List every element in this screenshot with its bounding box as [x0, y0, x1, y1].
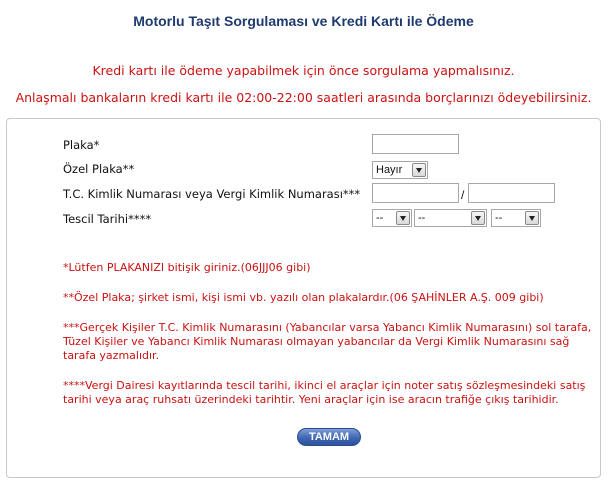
- tescil-day-select[interactable]: [372, 209, 412, 227]
- vergi-kimlik-input[interactable]: [468, 183, 555, 203]
- ozel-plaka-label: Özel Plaka**: [63, 162, 135, 176]
- chevron-down-icon[interactable]: [396, 211, 410, 225]
- chevron-down-icon[interactable]: [471, 211, 485, 225]
- plaka-input[interactable]: [372, 134, 459, 154]
- tescil-day-value: --: [376, 212, 384, 224]
- kimlik-separator: /: [461, 188, 465, 202]
- help-kimlik: ***Gerçek Kişiler T.C. Kimlik Numarasını (Yabancılar varsa Yabancı Kimlik Numarasını) sol tarafa, Tüzel Kişiler ve Yabancı Kimlik Numarası olmayan yabancılar da Vergi Kimlik Numarasını sağ tarafa yazmalıdır.: [63, 321, 592, 362]
- chevron-down-icon[interactable]: [525, 211, 539, 225]
- help-plaka: *Lütfen PLAKANIZI bitişik giriniz.(06JJJ06 gibi): [63, 261, 311, 274]
- tc-kimlik-input[interactable]: [372, 183, 459, 203]
- query-form-panel: [6, 118, 601, 478]
- tescil-year-value: --: [495, 212, 503, 224]
- ozel-plaka-selected-value: Hayır: [376, 164, 403, 176]
- notice-payment-requirement: Kredi kartı ile ödeme yapabilmek için önce sorgulama yapmalısınız.: [92, 63, 515, 78]
- page-title: Motorlu Taşıt Sorgulaması ve Kredi Kartı ile Ödeme: [133, 13, 474, 29]
- tescil-label: Tescil Tarihi****: [63, 212, 152, 226]
- help-tescil: ****Vergi Dairesi kayıtlarında tescil tarihi, ikinci el araçlar için noter satış sözleşmesindeki satış tarihi veya araç ruhsatı üzerindeki tarihtir. Yeni araçlar için ise aracın trafiğe çıkış tarihidir.: [63, 379, 586, 406]
- chevron-down-icon[interactable]: [412, 163, 426, 177]
- tamam-button[interactable]: TAMAM: [297, 428, 361, 446]
- help-ozel-plaka: **Özel Plaka; şirket ismi, kişi ismi vb. yazılı olan plakalardır.(06 ŞAHİNLER A.Ş. 009 gibi): [63, 291, 544, 304]
- tescil-year-select[interactable]: [491, 209, 541, 227]
- ozel-plaka-select[interactable]: [372, 161, 428, 179]
- tescil-month-select[interactable]: [414, 209, 487, 227]
- kimlik-label: T.C. Kimlik Numarası veya Vergi Kimlik Numarası***: [63, 187, 361, 201]
- plaka-label: Plaka*: [63, 138, 100, 152]
- tescil-month-value: --: [418, 212, 426, 224]
- notice-payment-hours: Anlaşmalı bankaların kredi kartı ile 02:00-22:00 saatleri arasında borçlarınızı ödeyebilirsiniz.: [15, 90, 592, 105]
